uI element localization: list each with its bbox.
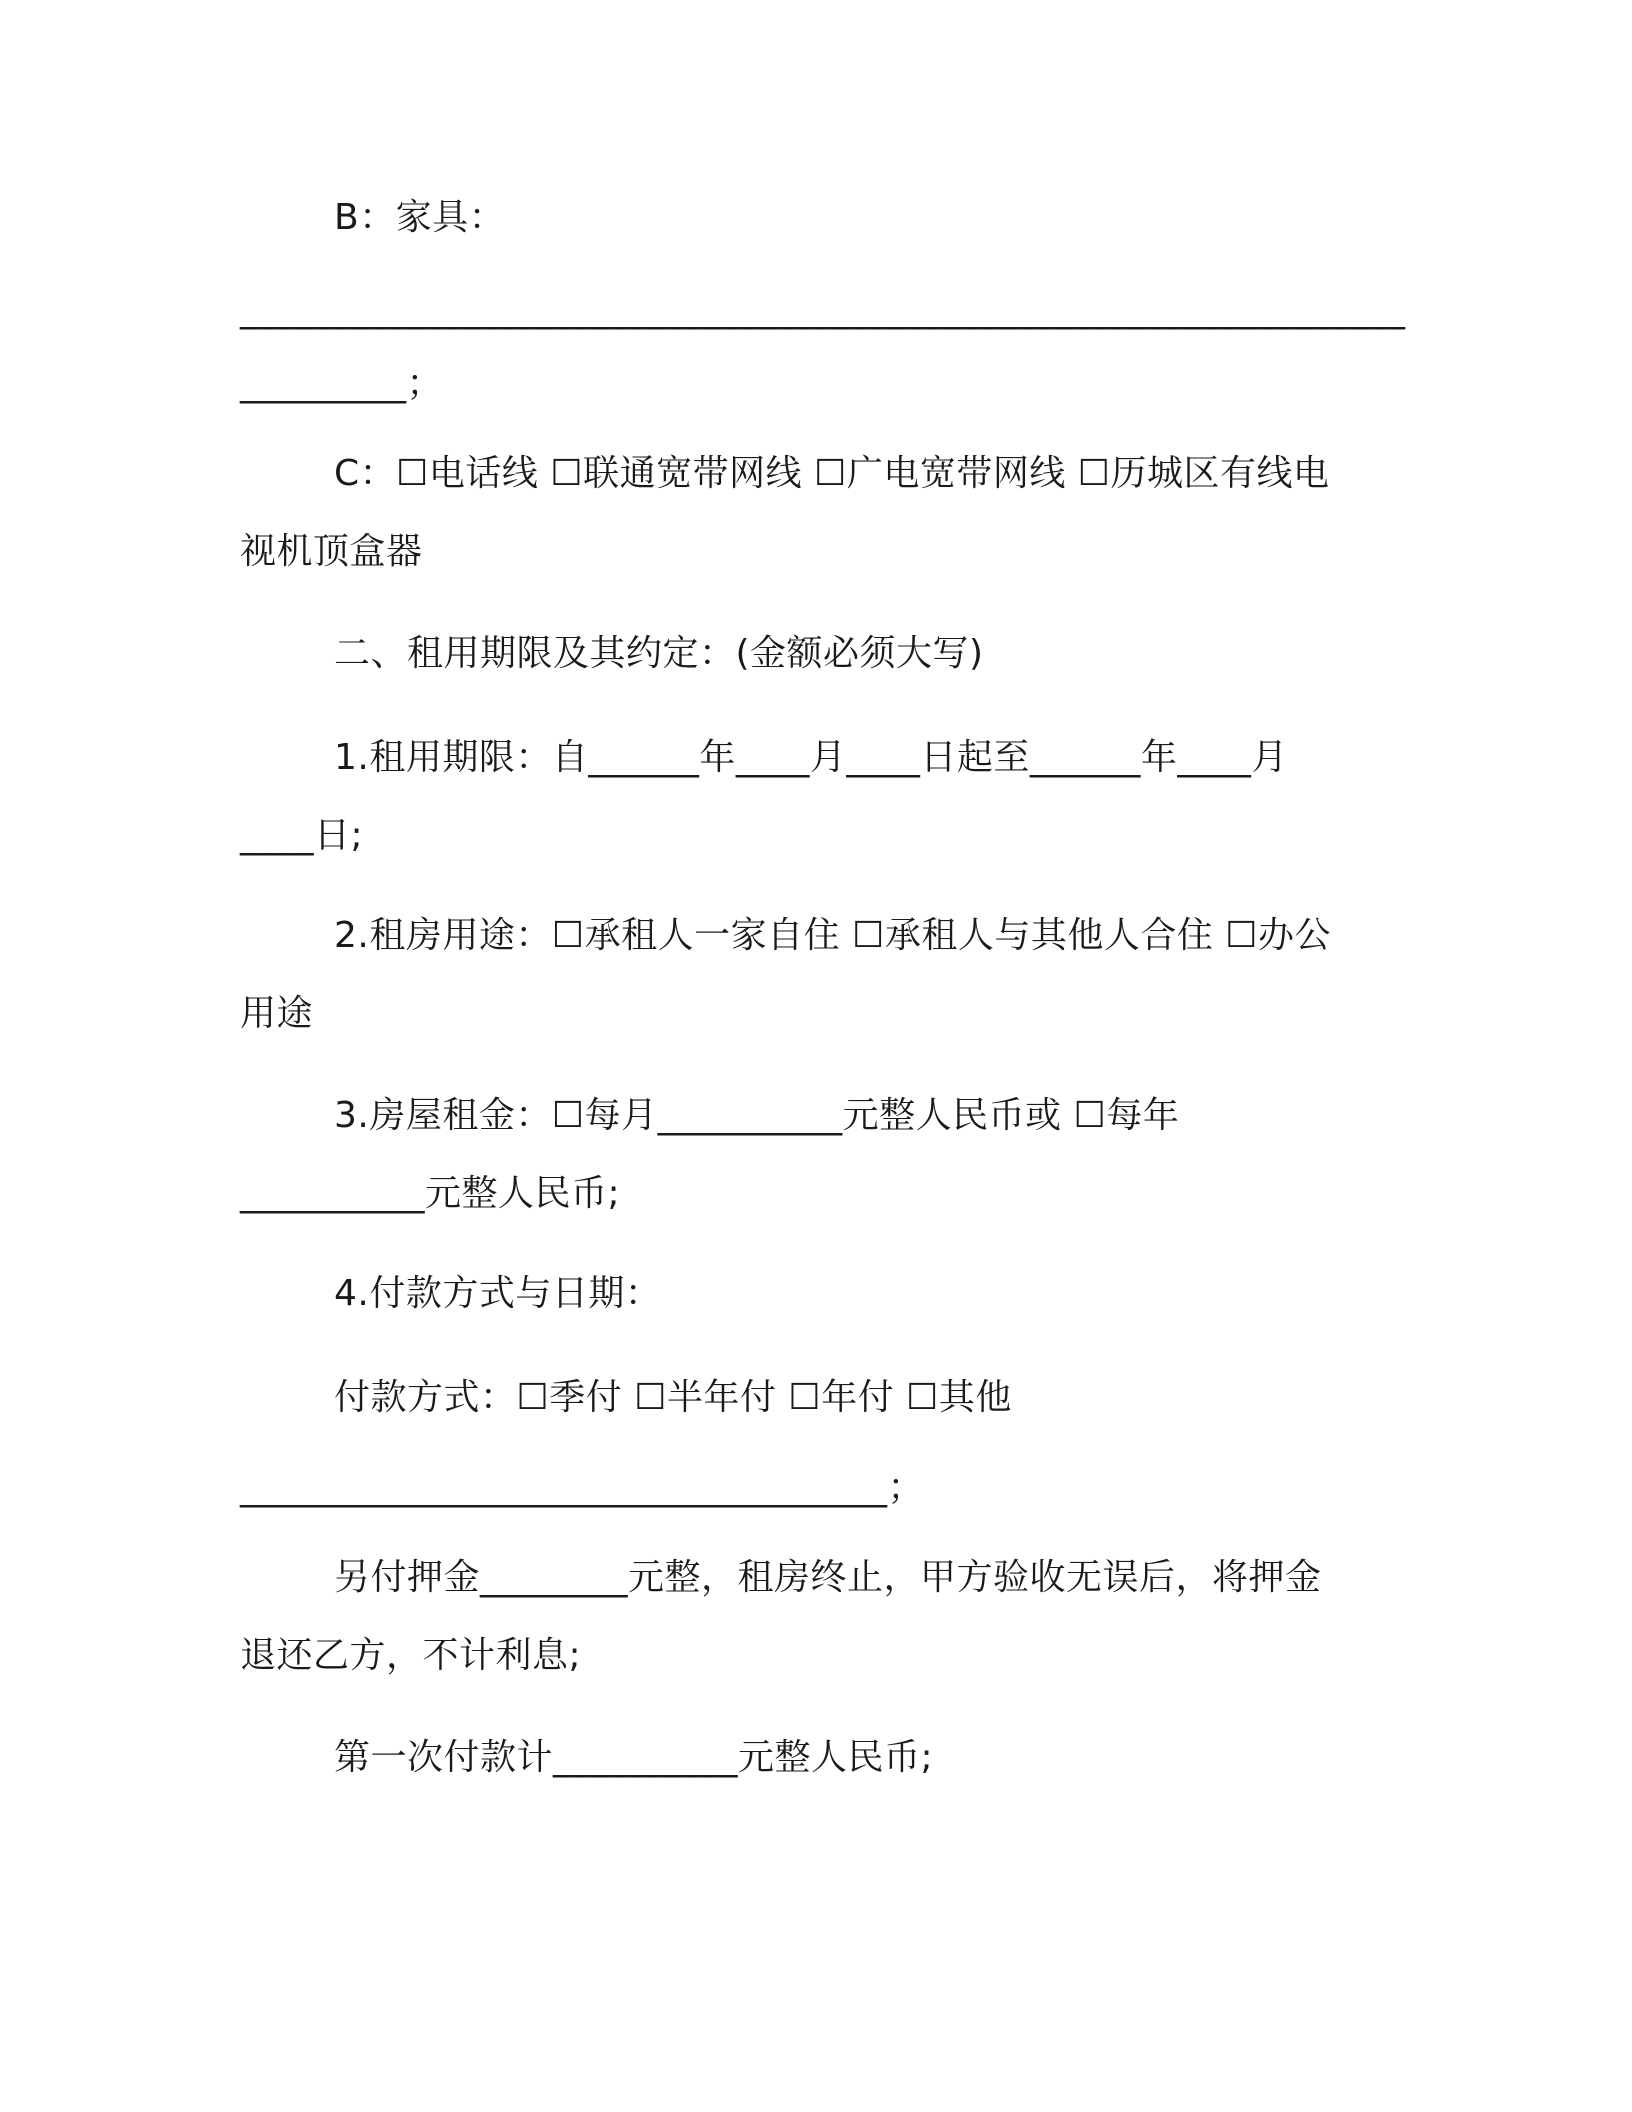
term-1-period: 1.租用期限：自______年____月____日起至______年____月 xyxy=(334,737,1288,778)
furniture-blank-line-2: _________； xyxy=(240,363,444,404)
payment-method-blank: ___________________________________； xyxy=(240,1467,924,1508)
section-2-heading: 二、租用期限及其约定：(金额必须大写) xyxy=(334,633,984,674)
deposit-clause: 另付押金________元整，租房终止，甲方验收无误后，将押金 xyxy=(334,1557,1322,1598)
term-3-rent-cont: __________元整人民币; xyxy=(240,1173,621,1214)
first-payment-clause: 第一次付款计__________元整人民币; xyxy=(334,1737,934,1778)
term-2-usage-cont: 用途 xyxy=(240,993,314,1034)
item-b-furniture-label: B：家具： xyxy=(334,197,506,238)
term-3-rent: 3.房屋租金：☐每月__________元整人民币或 ☐每年 xyxy=(334,1095,1180,1136)
furniture-blank-line-1: _______________________________________________________________ xyxy=(240,289,1406,330)
term-2-usage: 2.租房用途：☐承租人一家自住 ☐承租人与其他人合住 ☐办公 xyxy=(334,915,1332,956)
term-4-payment-heading: 4.付款方式与日期： xyxy=(334,1273,662,1314)
deposit-clause-cont: 退还乙方，不计利息; xyxy=(240,1635,582,1676)
payment-method-options: 付款方式：☐季付 ☐半年付 ☐年付 ☐其他 xyxy=(334,1377,1012,1418)
item-c-options-cont: 视机顶盒器 xyxy=(240,531,423,572)
item-c-options: C：☐电话线 ☐联通宽带网线 ☐广电宽带网线 ☐历城区有线电 xyxy=(334,453,1330,494)
term-1-period-cont: ____日; xyxy=(240,815,364,856)
